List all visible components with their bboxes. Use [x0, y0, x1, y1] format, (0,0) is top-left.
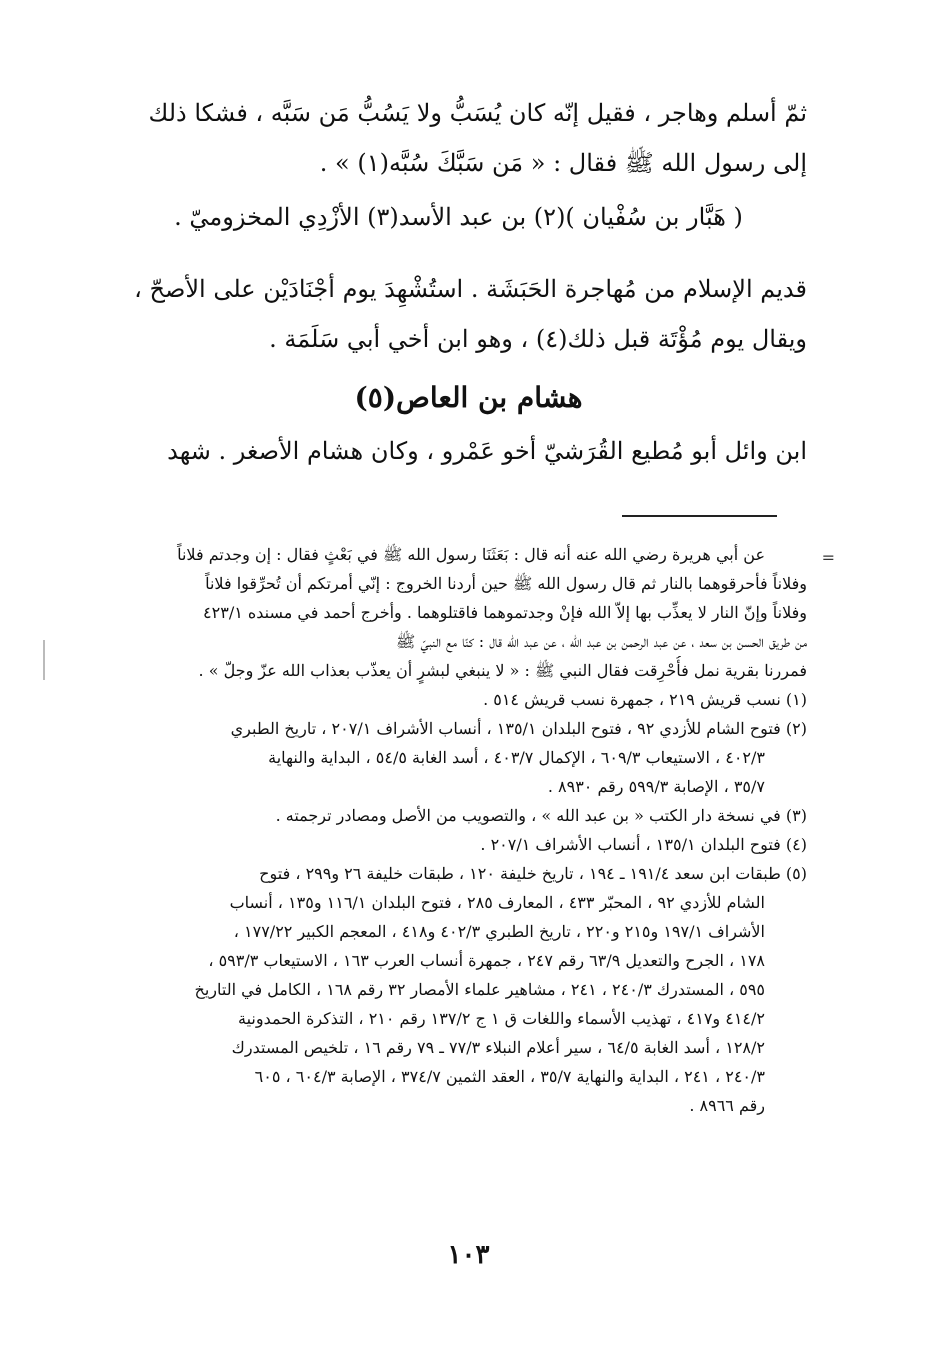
footnote-line: ٣٥/٧ ، الإصابة ٥٩٩/٣ رقم ٨٩٣٠ .	[547, 777, 765, 796]
section-heading: هشام بن العاص(٥)	[354, 381, 583, 414]
body-line: ابن وائل أبو مُطيع القُرَشيّ أخو عَمْرو ، وكان هشام الأصغر . شهد	[167, 437, 807, 465]
footnote-4: (٤) فتوح البلدان ١٣٥/١ ، أنساب الأشراف ٢٠٧/١ .	[480, 835, 807, 854]
footnote-line: من طريق الحسن بن سعد ، عن عبد الرحمن بن عبد الله ، عن عبد الله قال : كنّا مع النبيّ ﷺ	[396, 632, 807, 651]
footnote-line: ١٢٨/٢ ، أسد الغابة ٦٤/٥ ، سير أعلام النبلاء ٧٧/٣ ـ ٧٩ رقم ١٦ ، تلخيص المستدرك	[231, 1038, 765, 1057]
scan-margin-mark	[43, 640, 45, 680]
footnote-line: ٥٩٥ ، المستدرك ٢٤٠/٣ ، ٢٤١ ، مشاهير علماء الأمصار ٣٢ رقم ١٦٨ ، الكامل في التاريخ	[194, 980, 765, 999]
footnote-2: (٢) فتوح الشام للأزدي ٩٢ ، فتوح البلدان ١٣٥/١ ، أنساب الأشراف ٢٠٧/١ ، تاريخ الطبري	[230, 719, 807, 738]
footnote-3: (٣) في نسخة دار الكتب « بن عبد الله » ، والتصويب من الأصل ومصادر ترجمته .	[275, 806, 807, 825]
footnote-line: الأشراف ١٩٧/١ و٢١٥ و٢٢٠ ، تاريخ الطبري ٤٠٢/٣ و٤١٨ ، المعجم الكبير ١٧٧/٢٢ ،	[233, 922, 765, 941]
footnote-line: الشام للأزدي ٩٢ ، المحبّر ٤٣٣ ، المعارف ٢٨٥ ، فتوح البلدان ١١٦/١ و١٣٥ ، أنساب	[229, 893, 765, 912]
footnote-1: (١) نسب قريش ٢١٩ ، جمهرة نسب قريش ٥١٤ .	[483, 690, 807, 709]
body-line: ثمّ أسلم وهاجر ، فقيل إنّه كان يُسَبُّ ولا يَسُبُّ مَن سَبَّه ، فشكا ذلك	[148, 99, 807, 127]
footnote-5: (٥) طبقات ابن سعد ١٩١/٤ ـ ١٩٤ ، تاريخ خليفة ١٢٠ ، طبقات خليفة ٢٦ و٢٩٩ ، فتوح	[259, 864, 807, 883]
footnote-line: ٢٤٠/٣ ، ٢٤١ ، البداية والنهاية ٣٥/٧ ، العقد الثمين ٣٧٤/٧ ، الإصابة ٦٠٤/٣ ، ٦٠٥	[254, 1067, 765, 1086]
footnote-line: رقم ٨٩٦٦ .	[689, 1096, 765, 1115]
body-line: إلى رسول الله ﷺ فقال : « مَن سَبَّكَ سُبَّه(١) » .	[319, 149, 807, 177]
continuation-mark: =	[821, 548, 835, 567]
footnote-line: ٤١٤/٢ و٤١٧ ، تهذيب الأسماء واللغات ق ١ ج ١٣٧/٢ رقم ٢١٠ ، التذكرة الحمدونية	[238, 1009, 765, 1028]
main-text	[130, 88, 807, 476]
body-line: قديم الإسلام من مُهاجرة الحَبَشَة . استُشْهِدَ يوم أجْنَادَيْن على الأصحّ ،	[134, 275, 807, 303]
footnote-line: وفلاناً وإنّ النار لا يعذِّب بها إلاّ الله فإنْ وجدتموهما فاقتلوهما . وأخرج أحمد في مسنده ٤٢٣/١	[203, 603, 807, 622]
footnote-line: عن أبي هريرة رضي الله عنه أنه قال : بَعَثَنَا رسول الله ﷺ في بَعْثٍ فقال : إن وجدتم فلاناً	[177, 545, 765, 564]
footnote-line: ٤٠٢/٣ ، الاستيعاب ٦٠٩/٣ ، الإكمال ٤٠٣/٧ ، أسد الغابة ٥٤/٥ ، البداية والنهاية	[268, 748, 765, 767]
footnote-separator	[622, 515, 777, 517]
footnotes	[130, 540, 807, 1120]
entry-name: ( هَبَّار بن سُفْيان )(٢) بن عبد الأسد(٣) الأزْدِي المخزوميّ .	[174, 203, 743, 231]
spacer	[130, 242, 807, 264]
footnote-line: ١٧٨ ، الجرح والتعديل ٦٣/٩ رقم ٢٤٧ ، جمهرة أنساب العرب ١٦٣ ، الاستيعاب ٥٩٣/٣ ،	[208, 951, 765, 970]
body-line: ويقال يوم مُؤْتَة قبل ذلك(٤) ، وهو ابن أخي أبي سَلَمَة .	[269, 325, 807, 353]
footnote-line: فمررنا بقرية نمل فأُحْرِقت فقال النبي ﷺ : « لا ينبغي لبشرٍ أن يعذّب بعذاب الله عزّ وجلّ » .	[198, 661, 807, 680]
page-number: ١٠٣	[447, 1240, 490, 1270]
footnote-line: وفلاناً فأحرقوهما بالنار ثم قال رسول الله ﷺ حين أردنا الخروج : إنّي أمرتكم أن تُحرِّقوا فلاناً	[205, 574, 807, 593]
